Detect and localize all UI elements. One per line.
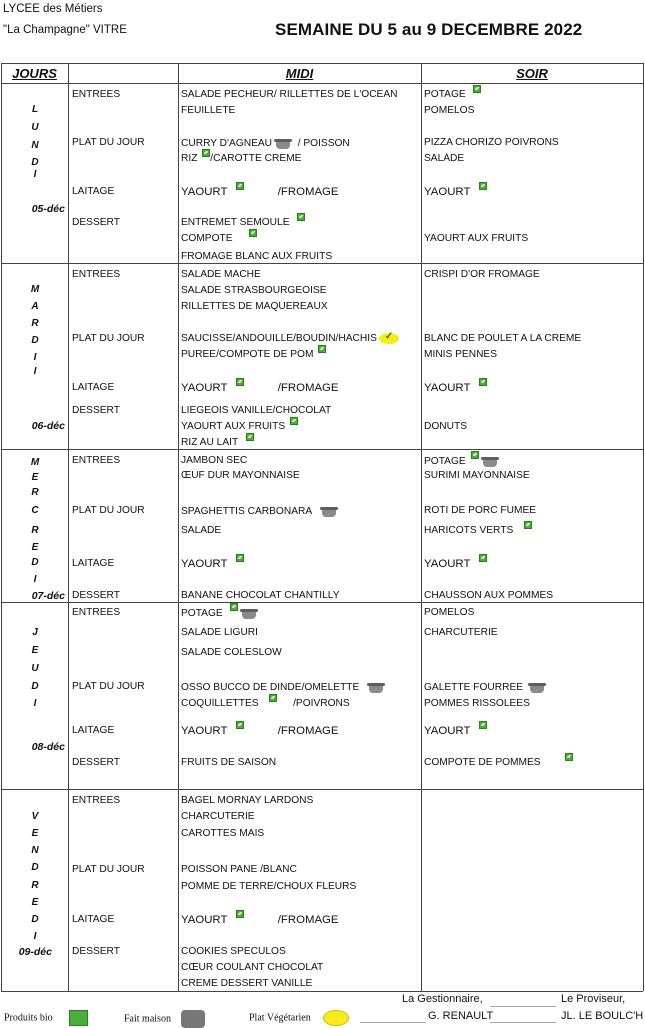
soir-item: CHARCUTERIE: [424, 627, 498, 638]
day-letter: D: [31, 681, 39, 692]
day-letter: I: [33, 169, 37, 180]
midi-item: ŒUF DUR MAYONNAISE: [181, 470, 300, 481]
category-plat: PLAT DU JOUR: [72, 505, 145, 516]
cooking-pot-icon: [367, 681, 385, 694]
category-entrees: ENTREES: [72, 795, 121, 806]
day-date: 07-déc: [31, 590, 65, 602]
midi-item: RILLETTES DE MAQUEREAUX: [181, 301, 328, 312]
midi-item: CHARCUTERIE: [181, 811, 255, 822]
soir-item: MINIS PENNES: [424, 349, 498, 360]
bio-icon: [236, 378, 244, 386]
day-letter: I: [33, 931, 37, 942]
bio-icon: [297, 213, 305, 221]
category-plat: PLAT DU JOUR: [72, 333, 145, 344]
soir-item: ROTI DE PORC FUMEE: [424, 505, 537, 516]
soir-item: POTAGE: [424, 89, 481, 101]
day-date: 08-déc: [31, 741, 65, 753]
soir-item: YAOURT AUX FRUITS: [424, 233, 529, 244]
category-entrees: ENTREES: [72, 607, 121, 618]
bio-icon: [236, 910, 244, 918]
category-laitage: LAITAGE: [72, 914, 115, 925]
soir-item: CRISPI D'OR FROMAGE: [424, 269, 540, 280]
day-separator: [1, 449, 643, 450]
soir-item: GALETTE FOURREE: [424, 681, 546, 694]
column-border: [643, 63, 644, 991]
midi-item: SALADE MACHE: [181, 269, 261, 280]
soir-item: BLANC DE POULET A LA CREME: [424, 333, 582, 344]
legend-vegetarien: Plat Végétarien: [249, 1010, 349, 1026]
signature-line: [360, 1022, 426, 1023]
bio-icon: [236, 721, 244, 729]
day-letter: E: [31, 828, 39, 839]
signature-line: [490, 1022, 556, 1023]
day-date: 06-déc: [31, 420, 65, 432]
proviseur-title: Le Proviseur,: [561, 993, 626, 1005]
day-letter: D: [31, 335, 39, 346]
bio-icon: [479, 721, 487, 729]
day-letter: I: [33, 352, 37, 363]
day-letter: M: [30, 457, 40, 468]
column-header-jours: JOURS: [12, 66, 57, 81]
legend-bio: Produits bio: [4, 1010, 88, 1026]
soir-item: POMELOS: [424, 607, 475, 618]
category-dessert: DESSERT: [72, 757, 120, 768]
soir-item: YAOURT: [424, 725, 487, 737]
day-letter: E: [31, 472, 39, 483]
school-subtitle: "La Champagne" VITRE: [3, 24, 127, 36]
soir-item: POMELOS: [424, 105, 475, 116]
day-separator: [1, 263, 643, 264]
category-entrees: ENTREES: [72, 89, 121, 100]
day-letter: N: [31, 845, 39, 856]
day-letter: R: [31, 525, 39, 536]
midi-item: OSSO BUCCO DE DINDE/OMELETTE: [181, 681, 385, 694]
vegetarian-icon: [379, 333, 399, 344]
day-letter: D: [31, 157, 39, 168]
day-letter: R: [31, 487, 39, 498]
day-letter: I: [33, 366, 37, 377]
midi-item: PUREE/COMPOTE DE POM: [181, 349, 326, 361]
table-top-border: [1, 63, 643, 64]
category-entrees: ENTREES: [72, 455, 121, 466]
proviseur-name: JL. LE BOULC'H: [561, 1010, 644, 1022]
midi-item: SALADE STRASBOURGEOISE: [181, 285, 327, 296]
day-letter: C: [31, 505, 39, 516]
bio-icon: [565, 753, 573, 761]
midi-item: SPAGHETTIS CARBONARA: [181, 505, 338, 518]
soir-item: COMPOTE DE POMMES: [424, 757, 573, 769]
day-letter: L: [31, 104, 39, 115]
midi-item: CŒUR COULANT CHOCOLAT: [181, 962, 324, 973]
column-header-midi: MIDI: [285, 66, 314, 81]
soir-item: YAOURT: [424, 186, 487, 198]
midi-item: BAGEL MORNAY LARDONS: [181, 795, 314, 806]
bio-icon: [249, 229, 257, 237]
midi-item: CAROTTES MAIS: [181, 828, 265, 839]
soir-item: YAOURT: [424, 558, 487, 570]
bio-icon: [230, 603, 238, 611]
signature-line: [490, 1006, 556, 1007]
midi-item: YAOURT /FROMAGE: [181, 725, 339, 737]
column-border: [421, 63, 422, 991]
cooking-pot-icon: [274, 137, 292, 150]
day-letter: D: [31, 862, 39, 873]
category-entrees: ENTREES: [72, 269, 121, 280]
bio-icon: [318, 345, 326, 353]
soir-item: POTAGE: [424, 455, 499, 468]
bio-icon: [290, 417, 298, 425]
midi-item: POISSON PANE /BLANC: [181, 864, 297, 875]
cooking-pot-icon: [320, 505, 338, 518]
midi-item: LIEGEOIS VANILLE/CHOCOLAT: [181, 405, 332, 416]
category-plat: PLAT DU JOUR: [72, 137, 145, 148]
bio-icon: [524, 521, 532, 529]
day-letter: E: [31, 897, 39, 908]
midi-item: CURRY D'AGNEAU / POISSON: [181, 138, 350, 150]
category-dessert: DESSERT: [72, 405, 120, 416]
bio-icon: [473, 85, 481, 93]
cooking-pot-icon: [481, 455, 499, 468]
day-letter: D: [31, 914, 39, 925]
soir-item: SALADE: [424, 153, 465, 164]
gestionnaire-title: La Gestionnaire,: [402, 993, 483, 1005]
midi-item: RIZ AU LAIT: [181, 437, 254, 449]
day-letter: R: [31, 318, 39, 329]
midi-item: COMPOTE: [181, 233, 257, 245]
bio-icon: [236, 554, 244, 562]
day-letter: E: [31, 645, 39, 656]
midi-item: ENTREMET SEMOULE: [181, 217, 305, 229]
day-letter: U: [31, 663, 39, 674]
midi-item: CREME DESSERT VANILLE: [181, 978, 313, 989]
column-border: [178, 63, 179, 991]
bio-icon: [246, 433, 254, 441]
midi-item: POTAGE: [181, 607, 258, 620]
category-laitage: LAITAGE: [72, 382, 115, 393]
day-letter: A: [31, 301, 39, 312]
midi-item: FRUITS DE SAISON: [181, 757, 277, 768]
midi-item: YAOURT /FROMAGE: [181, 382, 339, 394]
table-bottom-border: [1, 991, 643, 992]
bio-icon: [471, 451, 479, 459]
bio-icon: [269, 694, 277, 702]
bio-icon: [479, 378, 487, 386]
day-date: 05-déc: [31, 203, 65, 215]
day-letter: J: [32, 627, 38, 638]
midi-item: SAUCISSE/ANDOUILLE/BOUDIN/HACHIS✓: [181, 333, 399, 345]
day-separator: [1, 789, 643, 790]
soir-item: HARICOTS VERTS: [424, 525, 532, 537]
bio-icon: [479, 182, 487, 190]
soir-item: YAOURT: [424, 382, 487, 394]
midi-item: COQUILLETTES /POIVRONS: [181, 698, 350, 710]
day-letter: D: [31, 557, 39, 568]
midi-item: COOKIES SPECULOS: [181, 946, 286, 957]
page-title: SEMAINE DU 5 au 9 DECEMBRE 2022: [275, 20, 583, 39]
midi-item: YAOURT /FROMAGE: [181, 914, 339, 926]
soir-item: CHAUSSON AUX POMMES: [424, 590, 554, 601]
soir-item: SURIMI MAYONNAISE: [424, 470, 530, 481]
gestionnaire-name: G. RENAULT: [428, 1010, 494, 1022]
category-laitage: LAITAGE: [72, 558, 115, 569]
day-letter: V: [31, 811, 39, 822]
category-laitage: LAITAGE: [72, 725, 115, 736]
midi-item: YAOURT /FROMAGE: [181, 186, 339, 198]
day-letter: U: [31, 122, 39, 133]
soir-item: PIZZA CHORIZO POIVRONS: [424, 137, 559, 148]
cooking-pot-icon: [181, 1010, 205, 1028]
midi-item: SALADE: [181, 525, 222, 536]
midi-item: YAOURT: [181, 558, 244, 570]
cooking-pot-icon: [240, 607, 258, 620]
school-name: LYCEE des Métiers: [3, 3, 103, 15]
cooking-pot-icon: [528, 681, 546, 694]
soir-item: DONUTS: [424, 421, 468, 432]
column-header-soir: SOIR: [516, 66, 548, 81]
category-laitage: LAITAGE: [72, 186, 115, 197]
bio-icon: [479, 554, 487, 562]
day-letter: I: [33, 698, 37, 709]
midi-item: YAOURT AUX FRUITS: [181, 421, 298, 433]
legend-fait-maison: Fait maison: [124, 1010, 205, 1028]
category-dessert: DESSERT: [72, 590, 120, 601]
day-letter: M: [30, 284, 40, 295]
midi-item: POMME DE TERRE/CHOUX FLEURS: [181, 881, 357, 892]
midi-item: RIZ /CAROTTE CREME: [181, 153, 301, 165]
header-row-border: [1, 83, 643, 84]
category-dessert: DESSERT: [72, 217, 120, 228]
day-letter: I: [33, 574, 37, 585]
midi-item: SALADE COLESLOW: [181, 647, 282, 658]
day-letter: R: [31, 880, 39, 891]
midi-item: FROMAGE BLANC AUX FRUITS: [181, 251, 333, 262]
midi-item: SALADE PECHEUR/ RILLETTES DE L'OCEAN: [181, 89, 398, 100]
category-plat: PLAT DU JOUR: [72, 681, 145, 692]
midi-item: JAMBON SEC: [181, 455, 248, 466]
midi-item: FEUILLETE: [181, 105, 236, 116]
day-letter: E: [31, 542, 39, 553]
soir-item: POMMES RISSOLEES: [424, 698, 530, 709]
day-letter: N: [31, 140, 39, 151]
category-dessert: DESSERT: [72, 946, 120, 957]
day-separator: [1, 602, 643, 603]
midi-item: SALADE LIGURI: [181, 627, 258, 638]
bio-icon: [202, 149, 210, 157]
day-date: 09-déc: [18, 946, 52, 958]
bio-icon: [236, 182, 244, 190]
category-plat: PLAT DU JOUR: [72, 864, 145, 875]
midi-item: BANANE CHOCOLAT CHANTILLY: [181, 590, 340, 601]
